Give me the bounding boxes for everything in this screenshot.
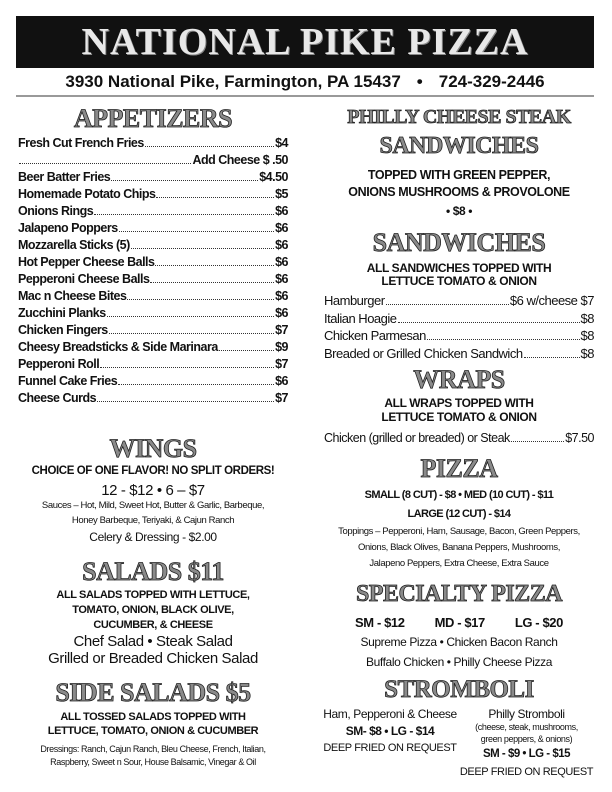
dot-leader xyxy=(131,237,274,249)
dot-leader xyxy=(127,288,274,300)
menu-item-name: Pepperoni Cheese Balls xyxy=(18,272,150,286)
menu-item-price: $7 xyxy=(275,391,288,405)
menu-item-row xyxy=(18,186,288,203)
wraps-note: LETTUCE TOMATO & ONION xyxy=(381,410,537,424)
menu-item-row xyxy=(18,152,288,169)
menu-item-row xyxy=(18,322,288,339)
menu-item-row xyxy=(18,305,288,322)
pizza-toppings: Toppings – Pepperoni, Ham, Sausage, Bacon, Green Peppers, xyxy=(338,526,580,537)
menu-item-row xyxy=(18,169,288,186)
menu-item-price: $6 xyxy=(275,374,288,388)
menu-item-row xyxy=(18,390,288,407)
stromboli-name: Philly Stromboli xyxy=(488,707,565,721)
separator: • xyxy=(416,72,423,91)
dot-leader xyxy=(398,311,580,323)
menu-item-row xyxy=(324,310,594,327)
stromboli-prices: SM - $9 • LG - $15 xyxy=(482,748,571,760)
menu-item-name: Hot Pepper Cheese Balls xyxy=(18,255,155,269)
dot-leader xyxy=(118,373,274,385)
menu-item-name: Zucchini Planks xyxy=(18,306,106,320)
menu-item-name: Breaded or Grilled Chicken Sandwich xyxy=(324,345,523,361)
side-salads-heading: SIDE SALADS $5 xyxy=(55,678,251,707)
stromboli-desc: (cheese, steak, mushrooms, xyxy=(475,722,578,732)
dot-leader xyxy=(119,220,274,232)
dot-leader xyxy=(100,356,274,368)
menu-item-row xyxy=(324,430,594,447)
philly-heading: PHILLY CHEESE STEAK xyxy=(347,106,571,128)
wraps-note: ALL WRAPS TOPPED WITH xyxy=(384,396,534,410)
phone: 724-329-2446 xyxy=(438,72,545,91)
menu-item-row xyxy=(18,339,288,356)
dot-leader xyxy=(524,346,580,358)
menu-item-price: $7.50 xyxy=(565,431,594,445)
stromboli-prices: SM- $8 • LG - $14 xyxy=(345,724,435,738)
salads-note: CUCUMBER, & CHEESE xyxy=(93,619,213,631)
menu-item-name: Cheesy Breadsticks & Side Marinara xyxy=(18,340,218,354)
menu-item-price: $5 xyxy=(275,187,288,201)
menu-item-price: $6 xyxy=(275,306,288,320)
dot-leader xyxy=(427,328,580,340)
sandwiches-note: ALL SANDWICHES TOPPED WITH xyxy=(366,261,552,275)
menu-item-price: $6 xyxy=(275,238,288,252)
menu-item-price: $4 xyxy=(275,136,288,150)
dot-leader xyxy=(19,152,191,164)
menu-item-price: $8 xyxy=(580,328,594,343)
wings-heading: WINGS xyxy=(109,434,197,463)
specialty-md: MD - $17 xyxy=(434,615,485,630)
salads-items: Chef Salad • Steak Salad xyxy=(73,633,233,650)
restaurant-title: NATIONAL PIKE PIZZA xyxy=(81,21,529,63)
dot-leader xyxy=(155,254,274,266)
menu-item-row xyxy=(18,271,288,288)
dot-leader xyxy=(150,271,274,283)
menu-item-price: Add Cheese $ .50 xyxy=(192,153,288,167)
wings-sauces: Honey Barbeque, Teriyaki, & Cajun Ranch xyxy=(71,515,235,526)
stromboli-desc: green peppers, & onions) xyxy=(480,734,573,744)
menu-item-row xyxy=(18,237,288,254)
menu-item-price: $8 xyxy=(580,345,594,361)
menu-item-name: Cheese Curds xyxy=(18,391,97,405)
menu-item-name: Beer Batter Fries xyxy=(18,170,111,184)
dot-leader xyxy=(219,339,274,351)
menu-item-price: $8 xyxy=(580,310,594,326)
menu-item-name: Chicken (grilled or breaded) or Steak xyxy=(324,431,510,445)
side-salads-note: ALL TOSSED SALADS TOPPED WITH xyxy=(60,711,246,723)
menu-item-price: $6 w/cheese $7 xyxy=(509,293,594,308)
pizza-sizes: LARGE (12 CUT) - $14 xyxy=(407,508,511,520)
menu-item-row xyxy=(18,288,288,305)
wraps-heading: WRAPS xyxy=(413,365,505,394)
stromboli-note: DEEP FRIED ON REQUEST xyxy=(323,742,457,754)
pizza-heading: PIZZA xyxy=(420,454,498,483)
address: 3930 National Pike, Farmington, PA 15437 xyxy=(65,72,401,91)
menu-item-row xyxy=(324,345,594,362)
salads-note: ALL SALADS TOPPED WITH LETTUCE, xyxy=(56,589,250,601)
specialty-prices xyxy=(324,616,594,629)
side-salads-dressings: Raspberry, Sweet n Sour, House Balsamic, Vinegar & Oil xyxy=(50,757,256,767)
menu-item-name: Italian Hoagie xyxy=(324,310,397,326)
menu-item-name: Mozzarella Sticks (5) xyxy=(18,238,130,252)
salads-heading: SALADS $11 xyxy=(82,557,224,586)
pizza-toppings: Jalapeno Peppers, Extra Cheese, Extra Sauce xyxy=(369,558,549,569)
dot-leader xyxy=(107,305,274,317)
salads-items: Grilled or Breaded Chicken Salad xyxy=(48,650,258,667)
menu-item-row xyxy=(324,292,594,309)
menu-item-price: $7 xyxy=(275,357,288,371)
stromboli-note: DEEP FRIED ON REQUEST xyxy=(459,766,594,778)
menu-item-row xyxy=(324,327,594,344)
side-salads-dressings: Dressings: Ranch, Cajun Ranch, Bleu Cheese, French, Italian, xyxy=(40,744,266,754)
dot-leader xyxy=(511,430,564,442)
specialty-sm: SM - $12 xyxy=(355,615,405,630)
menu-item-name: Jalapeno Poppers xyxy=(18,221,118,235)
menu-item-row xyxy=(18,254,288,271)
philly-note: ONIONS MUSHROOMS & PROVOLONE xyxy=(348,185,570,199)
wings-celery: Celery & Dressing - $2.00 xyxy=(89,530,217,544)
menu-item-name: Hamburger xyxy=(324,293,385,308)
menu-item-row xyxy=(18,220,288,237)
menu-item-row xyxy=(18,135,288,152)
menu-item-name: Fresh Cut French Fries xyxy=(18,136,144,150)
dot-leader xyxy=(386,293,509,305)
menu-item-price: $4.50 xyxy=(259,170,288,184)
dot-leader xyxy=(97,390,274,402)
right-column xyxy=(324,0,594,792)
sandwiches-heading: SANDWICHES xyxy=(372,228,546,257)
dot-leader xyxy=(94,203,274,215)
menu-item-price: $6 xyxy=(275,289,288,303)
philly-note: TOPPED WITH GREEN PEPPER, xyxy=(367,168,551,182)
dot-leader xyxy=(156,186,274,198)
dot-leader xyxy=(109,322,274,334)
side-salads-note: LETTUCE, TOMATO, ONION & CUCUMBER xyxy=(47,725,259,737)
stromboli-heading: STROMBOLI xyxy=(384,676,534,703)
philly-price: • $8 • xyxy=(445,204,473,218)
sandwiches-note: LETTUCE TOMATO & ONION xyxy=(381,274,537,288)
specialty-items: Supreme Pizza • Chicken Bacon Ranch xyxy=(360,635,558,649)
pizza-sizes: SMALL (8 CUT) - $8 • MED (10 CUT) - $11 xyxy=(364,489,554,501)
menu-item-price: $6 xyxy=(275,204,288,218)
specialty-heading: SPECIALTY PIZZA xyxy=(355,581,563,607)
menu-item-price: $6 xyxy=(275,221,288,235)
menu-item-row xyxy=(18,356,288,373)
specialty-items: Buffalo Chicken • Philly Cheese Pizza xyxy=(366,655,552,669)
menu-item-name: Onions Rings xyxy=(18,204,94,218)
menu-item-price: $9 xyxy=(275,340,288,354)
menu-item-name: Funnel Cake Fries xyxy=(18,374,118,388)
stromboli-name: Ham, Pepperoni & Cheese xyxy=(323,707,457,721)
wings-prices: 12 - $12 • 6 – $7 xyxy=(101,482,205,499)
appetizers-heading: APPETIZERS xyxy=(73,104,233,133)
specialty-lg: LG - $20 xyxy=(514,615,563,630)
dot-leader xyxy=(111,169,258,181)
menu-item-price: $6 xyxy=(275,255,288,269)
menu-item-name: Chicken Parmesan xyxy=(324,328,426,343)
menu-item-price: $7 xyxy=(275,323,288,337)
menu-item-name: Homemade Potato Chips xyxy=(18,187,156,201)
dot-leader xyxy=(145,135,274,147)
menu-item-name: Chicken Fingers xyxy=(18,323,108,337)
left-column xyxy=(18,0,288,792)
wings-note: CHOICE OF ONE FLAVOR! NO SPLIT ORDERS! xyxy=(31,465,275,477)
menu-item-name: Mac n Cheese Bites xyxy=(18,289,127,303)
wings-sauces: Sauces – Hot, Mild, Sweet Hot, Butter & Garlic, Barbeque, xyxy=(41,500,265,511)
menu-item-name: Pepperoni Roll xyxy=(18,357,100,371)
salads-note: TOMATO, ONION, BLACK OLIVE, xyxy=(72,604,234,616)
philly-heading: SANDWICHES xyxy=(379,133,539,159)
menu-item-price: $6 xyxy=(275,272,288,286)
pizza-toppings: Onions, Black Olives, Banana Peppers, Mushrooms, xyxy=(357,542,561,553)
menu-item-row xyxy=(18,373,288,390)
menu-item-row xyxy=(18,203,288,220)
